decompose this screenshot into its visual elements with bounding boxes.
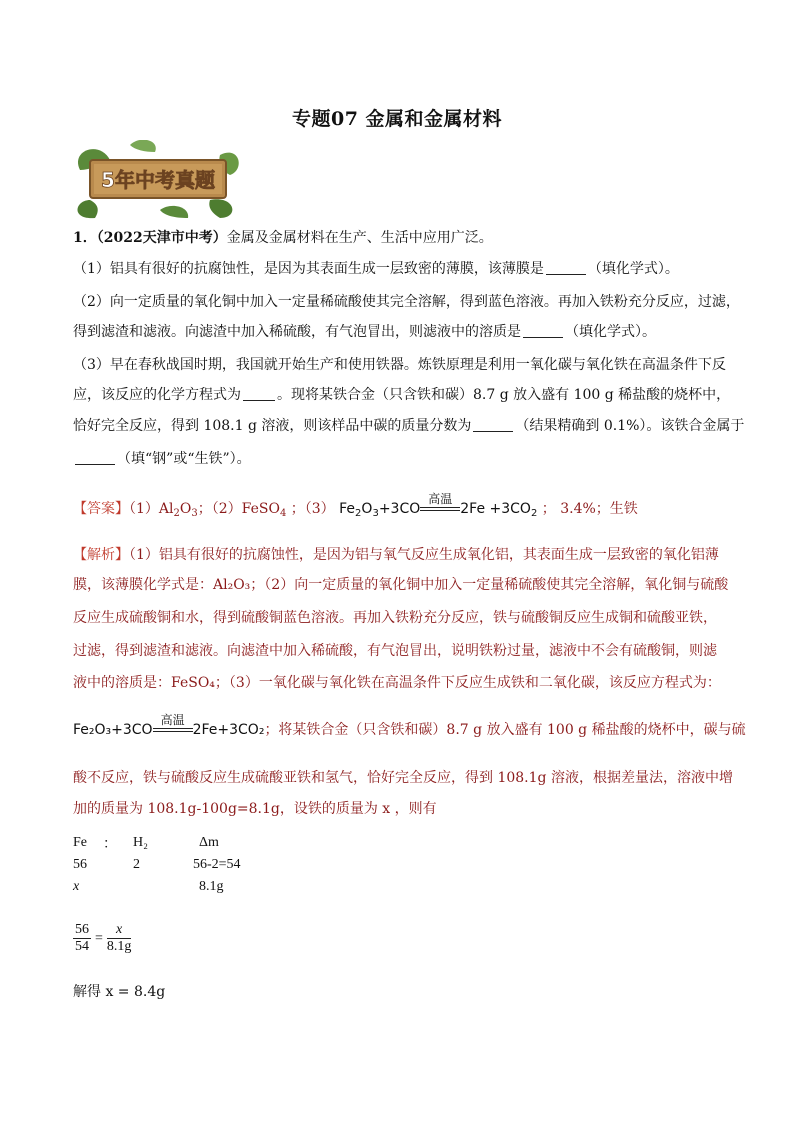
- question-part-3a: （3）早在春秋战国时期，我国就开始生产和使用铁器。炼铁原理是利用一氧化碳与氧化铁在高温条件下反: [73, 357, 726, 373]
- ratio-table: [73, 832, 269, 898]
- analysis-line-7: 酸不反应，铁与硫酸反应生成硫酸亚铁和氢气，恰好完全反应，得到 108.1g 溶液，根据差量法，溶液中增: [73, 770, 733, 786]
- analysis-line-5: 液中的溶质是：FeSO₄；（3）一氧化碳与氧化铁在高温条件下反应生成铁和二氧化碳，该反应方程式为：: [73, 675, 721, 691]
- analysis-line-8: 加的质量为 108.1g-100g=8.1g，设铁的质量为 x ，则有: [73, 801, 437, 817]
- question-part-3b: 应，该反应的化学方程式为 。现将某铁合金（只含铁和碳）8.7 g 放入盛有 100 g 稀盐酸的烧杯中，: [73, 387, 731, 403]
- table-row: x 8.1g: [73, 879, 224, 894]
- analysis-line-1: 【解析】（1）铝具有很好的抗腐蚀性，是因为铝与氧气反应生成氧化铝，其表面生成一层致密的氧化铝薄: [73, 547, 719, 563]
- analysis-line-2: 膜，该薄膜化学式是：Al₂O₃；（2）向一定质量的氧化铜中加入一定量稀硫酸使其完全溶解，氧化铜与硫酸: [73, 577, 729, 593]
- table-row: Fe ： H₂ Δm: [73, 835, 219, 852]
- result-line: 解得 x = 8.4g: [73, 984, 166, 1000]
- answer-equation: $Fe_2O_3+3CO$ 高温 $2Fe +3CO_2$: [339, 492, 538, 519]
- analysis-line-6: Fe₂O₃+3CO 高温 2Fe+3CO₂；将某铁合金（只含铁和碳）8.7 g 放入盛有 100 g 稀盐酸的烧杯中，碳与硫: [73, 713, 746, 738]
- question-part-2b: 得到滤渣和滤液。向滤渣中加入稀硫酸，有气泡冒出，则滤液中的溶质是 （填化学式）。: [73, 324, 656, 340]
- question-stem: 1．（2022天津市中考）金属及金属材料在生产、生活中应用广泛。: [73, 230, 493, 246]
- analysis-line-4: 过滤，得到滤渣和滤液。向滤渣中加入稀硫酸，有气泡冒出，说明铁粉过量，滤液中不会有硫酸铜，则滤: [73, 643, 717, 659]
- analysis-label: 【解析】: [73, 547, 129, 563]
- question-source: （2022天津市中考）: [96, 230, 227, 246]
- table-row: 56 2 56-2=54: [73, 857, 241, 872]
- banner-text: 5年中考真题: [101, 168, 215, 192]
- banner-five-year-exam: [70, 140, 242, 220]
- question-part-1: （1）铝具有很好的抗腐蚀性，是因为其表面生成一层致密的薄膜，该薄膜是 （填化学式）。: [73, 261, 679, 277]
- fraction-equation: $\frac{56}{54}$ = $\frac{x}{8.1g}$: [75, 922, 132, 954]
- answer-line: 【答案】$(1)Al_2O_3$；（2）FeSO$_4$ ；（3） $Fe_2O_3+3CO$ 高温 $2Fe +3CO_2$ ； 3.4%；生铁: [73, 492, 638, 519]
- answer-label: 【答案】: [73, 501, 129, 517]
- analysis-line-3: 反应生成硫酸铜和水，得到硫酸铜蓝色溶液。再加入铁粉充分反应，铁与硫酸铜反应生成铜和硫酸亚铁，: [73, 610, 717, 626]
- question-part-3c: 恰好完全反应，得到 108.1 g 溶液，则该样品中碳的质量分数为 （结果精确到 0.1%）。该铁合金属于: [73, 418, 745, 434]
- question-part-3d: （填“钢”或“生铁”）。: [73, 447, 733, 471]
- question-number: 1．: [73, 230, 97, 246]
- question-part-2a: （2）向一定质量的氧化铜中加入一定量稀硫酸使其完全溶解，得到蓝色溶液。再加入铁粉充分反应，过滤，: [73, 294, 740, 310]
- page-title: 专题07 金属和金属材料: [291, 108, 503, 130]
